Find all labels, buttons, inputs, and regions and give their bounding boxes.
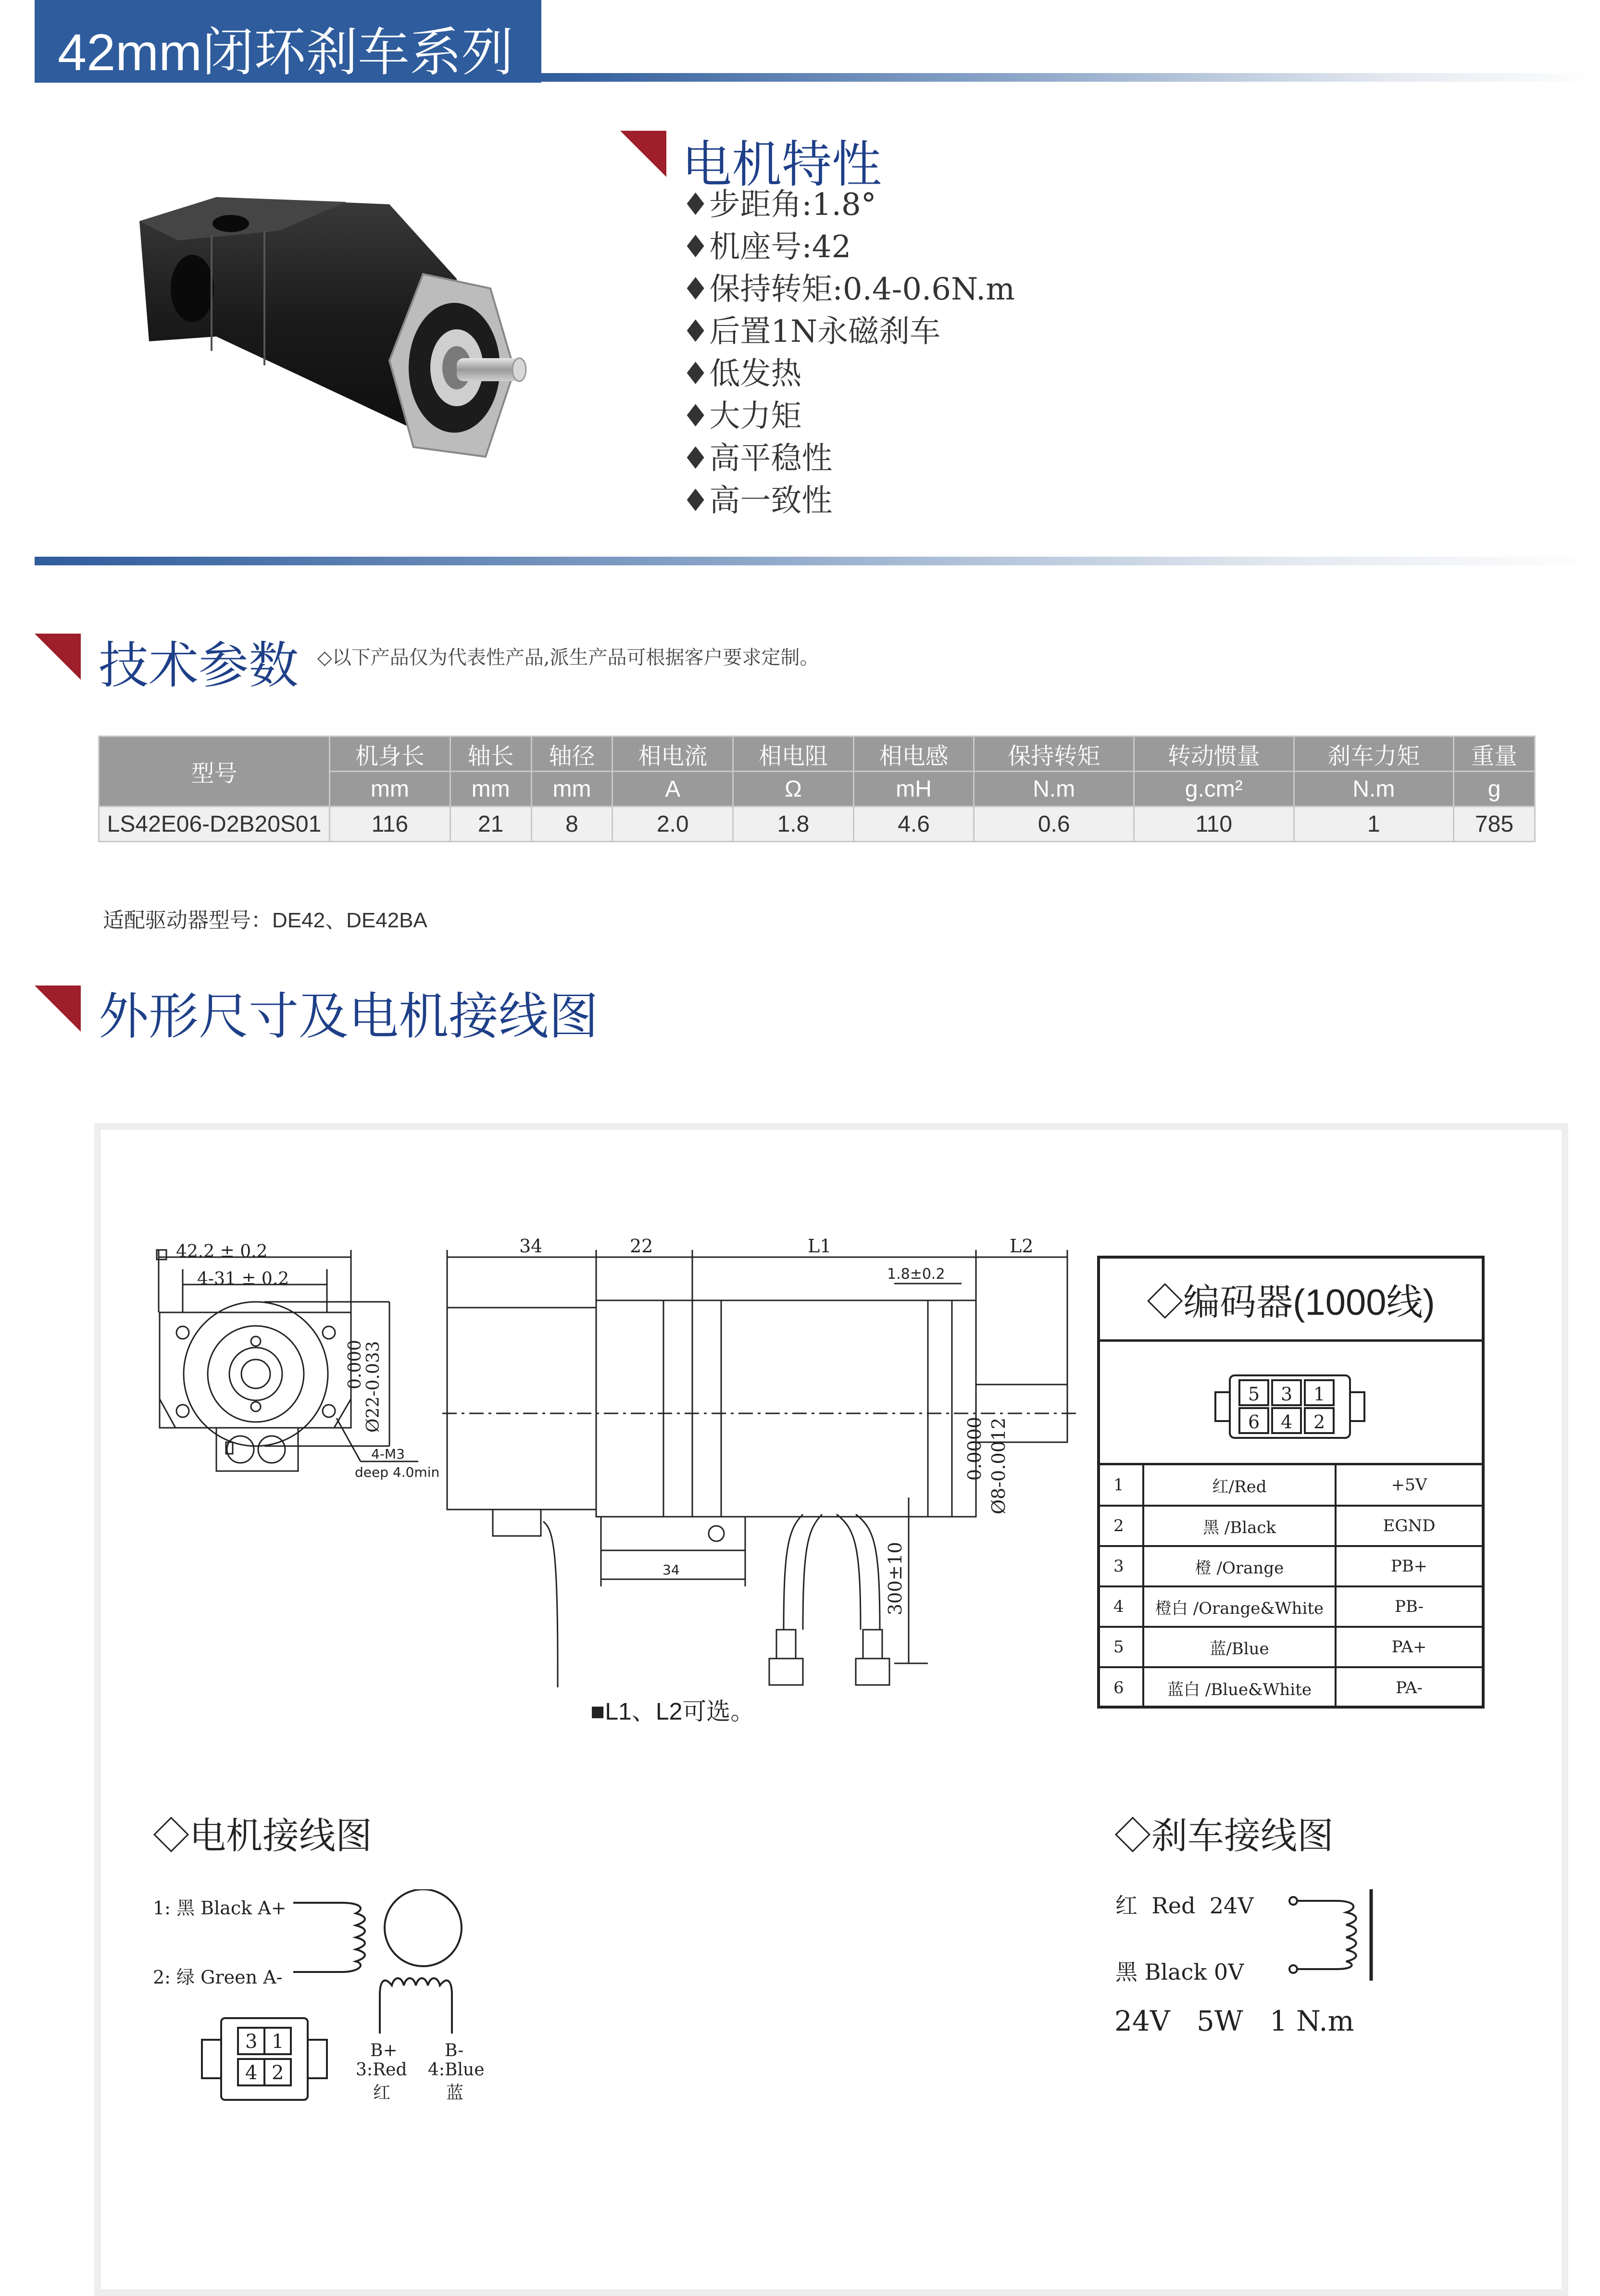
column-unit: mm	[330, 772, 450, 807]
wire-color: 红/Red	[1143, 1465, 1336, 1506]
model-cell: LS42E06-D2B20S01	[99, 807, 330, 842]
column-unit: g.cm²	[1134, 772, 1294, 807]
dimensions-title: 外形尺寸及电机接线图	[99, 989, 599, 1045]
column-header: 相电阻	[733, 736, 854, 772]
features-title: 电机特性	[682, 137, 882, 193]
column-unit: Ω	[733, 772, 854, 807]
specs-note: ◇以下产品仅为代表性产品,派生产品可根据客户要求定制。	[317, 647, 819, 669]
table-row	[1100, 1506, 1482, 1546]
dim-label: 34	[519, 1235, 543, 1257]
dim-label: 22	[630, 1235, 653, 1257]
column-header: 相电感	[853, 736, 974, 772]
table-row	[1100, 1586, 1482, 1627]
value-cell: 110	[1134, 807, 1294, 842]
motor-connector-icon	[197, 2013, 332, 2105]
brake-wiring-title: ◇刹车接线图	[1114, 1816, 1334, 1857]
column-header: 保持转矩	[974, 736, 1134, 772]
dim-label: L2	[1010, 1235, 1034, 1257]
column-unit: N.m	[1294, 772, 1454, 807]
dim-label: 300±10	[885, 1542, 906, 1615]
dim-label: L1	[808, 1235, 832, 1257]
brake-spec: 24V 5W 1 N.m	[1114, 2005, 1354, 2037]
pin-number: 5	[1100, 1627, 1143, 1667]
dim-label: 4-M3	[371, 1446, 405, 1462]
column-unit: g	[1454, 772, 1535, 807]
pin-label: 2	[272, 2062, 284, 2084]
b-plus-label: B+	[370, 2041, 398, 2060]
features-marker	[620, 131, 666, 177]
dimensions-marker	[35, 986, 81, 1032]
feature-item: ♦后置1N永磁刹车	[682, 314, 941, 349]
wire-color: 蓝白 /Blue&White	[1143, 1667, 1336, 1708]
column-header: 相电流	[612, 736, 733, 772]
value-cell: 0.6	[974, 807, 1134, 842]
front-view-drawing	[149, 1231, 447, 1558]
dim-label: deep 4.0min	[355, 1464, 440, 1480]
feature-item: ♦高平稳性	[682, 441, 833, 476]
pin-number: 6	[1100, 1667, 1143, 1708]
model-header: 型号	[99, 736, 330, 807]
pin-label: 4	[245, 2062, 258, 2084]
pin-number: 4	[1100, 1586, 1143, 1627]
b-minus-label: B-	[445, 2041, 464, 2060]
dimensions-note: ■L1、L2可选。	[590, 1698, 755, 1725]
table-row	[1100, 1465, 1482, 1506]
table-row	[1100, 1627, 1482, 1667]
b-minus-label: 4:Blue	[428, 2060, 485, 2080]
pin-number: 1	[1100, 1465, 1143, 1506]
table-row	[1100, 1546, 1482, 1586]
column-header: 转动惯量	[1134, 736, 1294, 772]
column-header: 重量	[1454, 736, 1535, 772]
feature-item: ♦高一致性	[682, 483, 833, 519]
feature-item: ♦大力矩	[682, 399, 802, 434]
feature-item: ♦步距角:1.8°	[682, 187, 876, 223]
specs-title: 技术参数	[99, 638, 299, 694]
wire-color: 蓝/Blue	[1143, 1627, 1336, 1667]
dim-label: 0.0000	[964, 1417, 985, 1481]
motor-wiring-title: ◇电机接线图	[153, 1816, 372, 1857]
wire-color: 黑 /Black	[1143, 1506, 1336, 1546]
column-header: 刹车力矩	[1294, 736, 1454, 772]
pin-number: 3	[1100, 1546, 1143, 1586]
pin-number: 2	[1100, 1506, 1143, 1546]
column-unit: mH	[853, 772, 974, 807]
pin-label: 3	[245, 2031, 258, 2053]
value-cell: 785	[1454, 807, 1535, 842]
b-plus-label: 红	[373, 2083, 391, 2103]
signal-name: +5V	[1336, 1465, 1482, 1506]
dim-label: Ø22-0.033	[363, 1341, 383, 1433]
value-cell: 116	[330, 807, 450, 842]
encoder-connector	[1100, 1342, 1482, 1465]
b-plus-label: 3:Red	[356, 2060, 407, 2080]
column-header: 机身长	[330, 736, 450, 772]
side-view-drawing	[433, 1231, 1096, 1692]
column-unit: mm	[531, 772, 612, 807]
wiring-label: 黑 Black 0V	[1115, 1959, 1244, 1985]
signal-name: EGND	[1336, 1506, 1482, 1546]
brake-coil-diagram	[1279, 1884, 1385, 1995]
dim-label: 0.000	[345, 1339, 365, 1389]
pin-label: 2	[1313, 1411, 1325, 1433]
feature-item: ♦低发热	[682, 356, 802, 392]
signal-name: PB-	[1336, 1586, 1482, 1627]
pin-label: 1	[272, 2031, 284, 2053]
driver-note: 适配驱动器型号：DE42、DE42BA	[103, 909, 427, 932]
pin-label: 5	[1248, 1384, 1260, 1405]
b-minus-label: 蓝	[446, 2083, 464, 2103]
pin-label: 4	[1281, 1411, 1293, 1433]
encoder-box	[1097, 1256, 1485, 1709]
encoder-connector-icon	[1211, 1371, 1369, 1443]
wire-color: 橙 /Orange	[1143, 1546, 1336, 1586]
column-header: 轴长	[450, 736, 531, 772]
specs-marker	[35, 634, 81, 680]
value-cell: 2.0	[612, 807, 733, 842]
spec-table	[98, 736, 1536, 842]
dim-label: Ø8-0.0012	[988, 1417, 1009, 1514]
pin-label: 6	[1248, 1411, 1260, 1433]
pin-label: 1	[1313, 1384, 1325, 1405]
section-rule	[35, 557, 1600, 565]
dim-label: 1.8±0.2	[887, 1266, 945, 1283]
value-cell: 21	[450, 807, 531, 842]
header-rule	[541, 73, 1600, 82]
motor-photo	[120, 178, 553, 481]
table-row	[1100, 1667, 1482, 1708]
column-unit: mm	[450, 772, 531, 807]
value-cell: 4.6	[853, 807, 974, 842]
signal-name: PA+	[1336, 1627, 1482, 1667]
spec-header-row	[99, 736, 1535, 772]
feature-item: ♦机座号:42	[682, 229, 851, 265]
value-cell: 1	[1294, 807, 1454, 842]
dim-label: 4-31 ± 0.2	[197, 1269, 289, 1289]
value-cell: 8	[531, 807, 612, 842]
dim-label: 42.2 ± 0.2	[176, 1242, 268, 1261]
wiring-label: 红 Red 24V	[1115, 1893, 1254, 1919]
features-list	[682, 184, 1015, 522]
wiring-label: 2: 绿 Green A-	[153, 1967, 283, 1988]
pin-label: 3	[1281, 1384, 1293, 1405]
column-unit: N.m	[974, 772, 1134, 807]
encoder-table	[1100, 1465, 1482, 1708]
value-cell: 1.8	[733, 807, 854, 842]
column-header: 轴径	[531, 736, 612, 772]
wiring-label: 1: 黑 Black A+	[153, 1897, 287, 1919]
page-title: 42mm闭环刹车系列	[58, 23, 514, 81]
table-row	[99, 807, 1535, 842]
signal-name: PA-	[1396, 1678, 1423, 1697]
wire-color: 橙白 /Orange&White	[1143, 1586, 1336, 1627]
dim-label: 34	[662, 1562, 680, 1578]
column-unit: A	[612, 772, 733, 807]
feature-item: ♦保持转矩:0.4-0.6N.m	[682, 272, 1015, 307]
encoder-title: ◇编码器(1000线)	[1100, 1259, 1482, 1342]
signal-name: PB+	[1336, 1546, 1482, 1586]
